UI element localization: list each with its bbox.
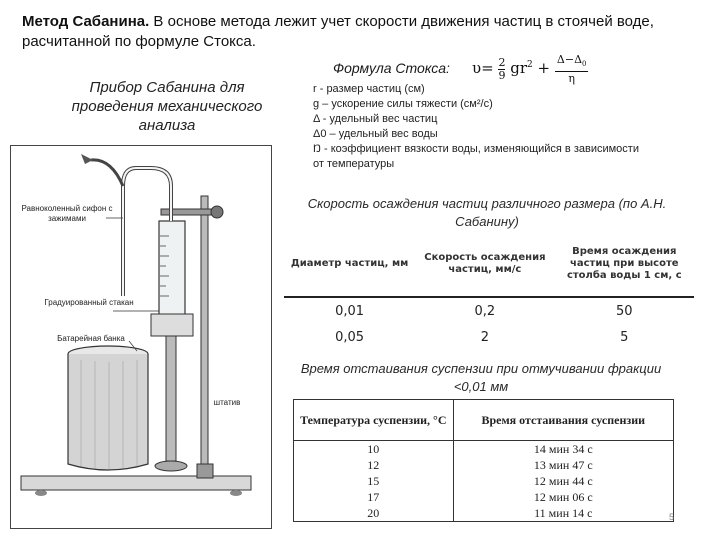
- table2-cell: 12: [294, 457, 454, 473]
- table1-header: Диаметр частиц, мм: [290, 258, 409, 269]
- table-row: [294, 473, 674, 489]
- formula-num-sub: 0: [582, 60, 587, 69]
- stokes-formula: [472, 53, 588, 85]
- definition-item: Ŋ - коэффициент вязкости воды, изменяющийся в зависимости от температуры: [313, 143, 639, 170]
- table-row: [284, 324, 694, 350]
- table-row: [284, 297, 694, 324]
- table1-header: Скорость осаждения частиц, мм/с: [424, 252, 546, 275]
- settling-time-table: [293, 399, 674, 522]
- table2-cell: 12 мин 44 с: [453, 473, 673, 489]
- formula-plus: +: [537, 59, 551, 78]
- apparatus-illustration: [10, 145, 272, 529]
- definition-item: Δ - удельный вес частиц: [313, 113, 438, 125]
- formula-lhs: υ=: [472, 59, 494, 78]
- table2-cell: 10: [294, 441, 454, 458]
- table2-cell: 13 мин 47 с: [453, 457, 673, 473]
- table2-header: Температура суспензии, °С: [294, 400, 454, 441]
- label-siphon: Равноколенный сифон с зажимами: [21, 204, 113, 223]
- table1-cell: 5: [620, 329, 629, 345]
- table-row: [294, 457, 674, 473]
- table1-cell: 0,2: [474, 303, 496, 319]
- formula-frac-num: 2: [498, 55, 506, 69]
- page-number: 5: [669, 512, 675, 522]
- definition-item: Δ0 – удельный вес воды: [313, 128, 438, 140]
- formula-exp: 2: [527, 60, 533, 71]
- variable-definitions: [313, 82, 643, 172]
- label-graduated-cylinder: Градуированный стакан: [44, 298, 134, 307]
- table2-cell: 15: [294, 473, 454, 489]
- label-battery-jar: Батарейная банка: [57, 334, 125, 343]
- table2-cell: 11 мин 14 с: [453, 505, 673, 522]
- table1-cell: 0,05: [335, 329, 365, 345]
- formula-middle: gr: [510, 59, 528, 78]
- title-text: В основе метода лежит учет скорости движения частиц в стоячей воде, расчитанной по формуле Стокса.: [22, 13, 654, 50]
- settling-time-title: Время отстаивания суспензии при отмучивании фракции <0,01 мм: [300, 361, 662, 394]
- table2-cell: 17: [294, 489, 454, 505]
- table2-cell: 20: [294, 505, 454, 522]
- settling-speed-table: [284, 232, 694, 350]
- formula-density-fraction: [555, 53, 589, 85]
- apparatus-caption: Прибор Сабанина для проведения механического анализа: [71, 79, 263, 134]
- formula-fraction: [498, 57, 505, 82]
- definition-item: r - размер частиц (см): [313, 83, 425, 95]
- formula-num: Δ−Δ: [556, 53, 583, 66]
- table2-cell: 12 мин 06 с: [453, 489, 673, 505]
- table1-header: Время осаждения частиц при высоте столба воды 1 см, с: [566, 246, 682, 281]
- table1-cell: 0,01: [335, 303, 365, 319]
- settling-speed-title: Скорость осаждения частиц различного размера (по А.Н. Сабанину): [307, 196, 667, 229]
- table2-header: Время отстаивания суспензии: [453, 400, 673, 441]
- table2-cell: 14 мин 34 с: [453, 441, 673, 458]
- table-row: [294, 441, 674, 458]
- table1-cell: 50: [616, 303, 633, 319]
- formula-den: η: [568, 72, 575, 86]
- formula-label: Формула Стокса:: [333, 60, 450, 76]
- title-bold: Метод Сабанина.: [22, 13, 150, 30]
- slide-title: [22, 12, 712, 52]
- label-stand: штатив: [213, 398, 241, 407]
- table1-cell: 2: [480, 329, 490, 345]
- definition-item: g – ускорение силы тяжести (см²/с): [313, 98, 493, 110]
- table-row: [294, 489, 674, 505]
- formula-frac-den: 9: [498, 68, 506, 82]
- table-row: [294, 505, 674, 522]
